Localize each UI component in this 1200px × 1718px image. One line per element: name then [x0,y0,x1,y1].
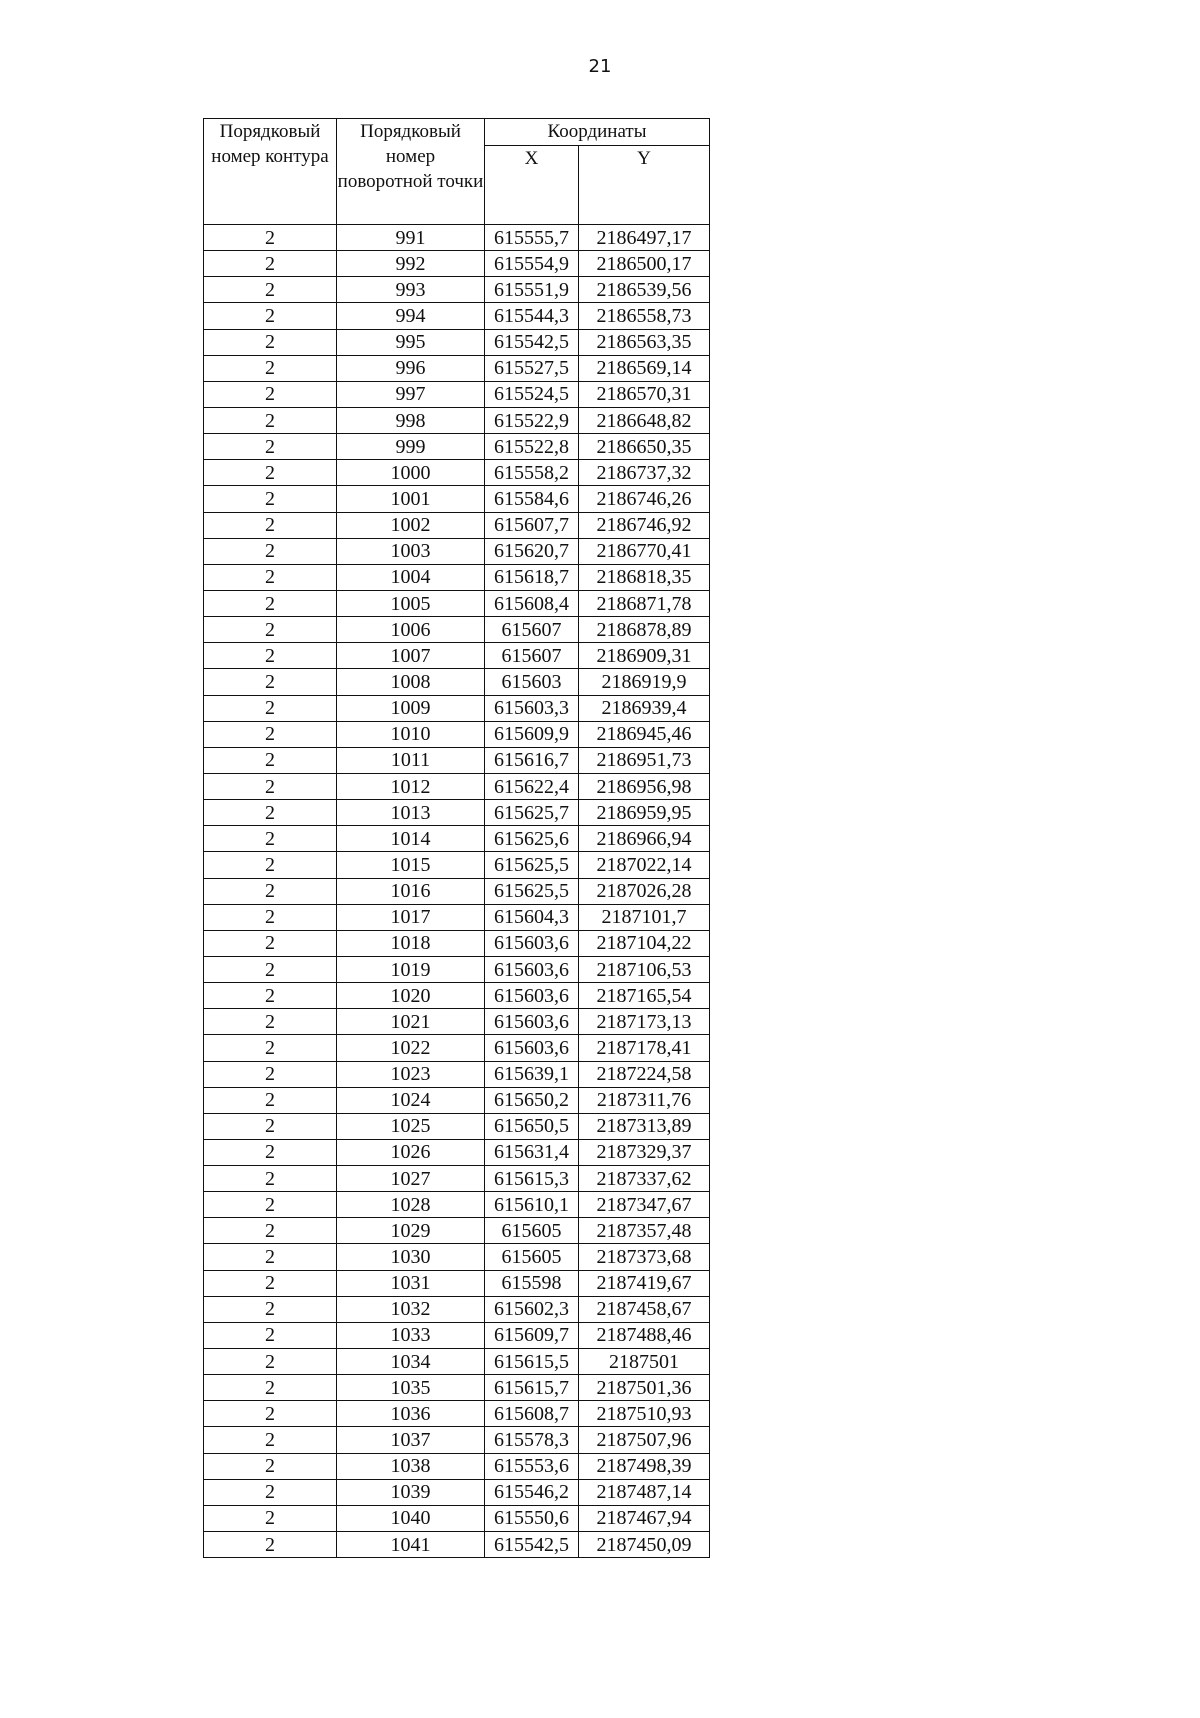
contour-number-cell: 2 [204,904,337,930]
point-number-cell: 1031 [337,1270,485,1296]
contour-number-cell: 2 [204,1296,337,1322]
point-number-cell: 1030 [337,1244,485,1270]
table-row [204,721,710,747]
point-number-cell: 1027 [337,1166,485,1192]
x-coordinate-cell: 615615,3 [485,1166,579,1192]
x-coordinate-cell: 615625,6 [485,826,579,852]
x-coordinate-cell: 615609,7 [485,1322,579,1348]
point-number-cell: 999 [337,434,485,460]
point-number-cell: 1012 [337,773,485,799]
contour-number-cell: 2 [204,1061,337,1087]
contour-number-cell: 2 [204,1087,337,1113]
contour-number-cell: 2 [204,1166,337,1192]
table-row [204,643,710,669]
contour-number-cell: 2 [204,852,337,878]
point-number-cell: 1019 [337,956,485,982]
y-coordinate-cell: 2186945,46 [579,721,710,747]
x-coordinate-cell: 615650,2 [485,1087,579,1113]
table-row [204,460,710,486]
x-coordinate-cell: 615622,4 [485,773,579,799]
y-coordinate-cell: 2187458,67 [579,1296,710,1322]
y-coordinate-cell: 2187373,68 [579,1244,710,1270]
point-number-cell: 1005 [337,590,485,616]
y-coordinate-cell: 2186818,35 [579,564,710,590]
point-number-cell: 1003 [337,538,485,564]
table-row [204,303,710,329]
table-row [204,329,710,355]
table-row [204,617,710,643]
contour-number-cell: 2 [204,407,337,433]
x-coordinate-cell: 615607 [485,617,579,643]
page-number: 21 [588,56,612,77]
x-coordinate-cell: 615608,7 [485,1401,579,1427]
point-number-cell: 994 [337,303,485,329]
point-number-cell: 1010 [337,721,485,747]
y-coordinate-cell: 2187498,39 [579,1453,710,1479]
table-row [204,1532,710,1558]
x-coordinate-cell: 615554,9 [485,251,579,277]
table-row [204,1192,710,1218]
x-coordinate-cell: 615551,9 [485,277,579,303]
table-row [204,512,710,538]
contour-number-cell: 2 [204,1401,337,1427]
x-coordinate-cell: 615609,9 [485,721,579,747]
y-coordinate-cell: 2187173,13 [579,1009,710,1035]
x-coordinate-cell: 615555,7 [485,225,579,251]
contour-number-cell: 2 [204,1270,337,1296]
contour-number-cell: 2 [204,956,337,982]
x-coordinate-cell: 615616,7 [485,747,579,773]
point-number-cell: 1001 [337,486,485,512]
x-coordinate-cell: 615542,5 [485,329,579,355]
x-coordinate-cell: 615618,7 [485,564,579,590]
x-coordinate-cell: 615558,2 [485,460,579,486]
y-coordinate-cell: 2186919,9 [579,669,710,695]
point-number-cell: 1024 [337,1087,485,1113]
x-coordinate-cell: 615603,6 [485,983,579,1009]
y-coordinate-cell: 2187501 [579,1349,710,1375]
point-number-cell: 1011 [337,747,485,773]
table-row [204,434,710,460]
table-row [204,983,710,1009]
point-number-cell: 1028 [337,1192,485,1218]
x-coordinate-cell: 615631,4 [485,1139,579,1165]
contour-number-cell: 2 [204,434,337,460]
y-coordinate-cell: 2186959,95 [579,800,710,826]
y-coordinate-cell: 2186648,82 [579,407,710,433]
point-number-cell: 1021 [337,1009,485,1035]
y-coordinate-cell: 2187510,93 [579,1401,710,1427]
y-coordinate-cell: 2186909,31 [579,643,710,669]
contour-number-cell: 2 [204,277,337,303]
table-row [204,1087,710,1113]
contour-number-cell: 2 [204,303,337,329]
x-coordinate-cell: 615578,3 [485,1427,579,1453]
contour-number-cell: 2 [204,1192,337,1218]
table-body [204,225,710,1558]
point-number-cell: 1017 [337,904,485,930]
point-number-cell: 1041 [337,1532,485,1558]
point-number-cell: 1016 [337,878,485,904]
contour-number-cell: 2 [204,721,337,747]
table-row [204,1139,710,1165]
contour-number-cell: 2 [204,381,337,407]
table-row [204,1479,710,1505]
point-number-cell: 1014 [337,826,485,852]
x-coordinate-cell: 615602,3 [485,1296,579,1322]
y-coordinate-cell: 2186650,35 [579,434,710,460]
point-number-cell: 995 [337,329,485,355]
table-row [204,695,710,721]
y-coordinate-cell: 2187337,62 [579,1166,710,1192]
x-coordinate-cell: 615527,5 [485,355,579,381]
point-number-cell: 1004 [337,564,485,590]
y-coordinate-cell: 2187165,54 [579,983,710,1009]
point-number-cell: 1032 [337,1296,485,1322]
x-coordinate-cell: 615608,4 [485,590,579,616]
x-coordinate-cell: 615610,1 [485,1192,579,1218]
x-coordinate-cell: 615603,6 [485,956,579,982]
table-row [204,1113,710,1139]
x-coordinate-cell: 615625,7 [485,800,579,826]
point-number-cell: 996 [337,355,485,381]
header-x: X [485,146,579,225]
point-number-cell: 1034 [337,1349,485,1375]
table-row [204,1218,710,1244]
table-row [204,1009,710,1035]
table-row [204,1244,710,1270]
table-row [204,381,710,407]
y-coordinate-cell: 2187467,94 [579,1505,710,1531]
y-coordinate-cell: 2186558,73 [579,303,710,329]
point-number-cell: 1038 [337,1453,485,1479]
y-coordinate-cell: 2187488,46 [579,1322,710,1348]
coordinates-table [203,118,710,1558]
table-row [204,1296,710,1322]
contour-number-cell: 2 [204,1218,337,1244]
contour-number-cell: 2 [204,930,337,956]
table-row [204,852,710,878]
x-coordinate-cell: 615607 [485,643,579,669]
x-coordinate-cell: 615625,5 [485,852,579,878]
y-coordinate-cell: 2187347,67 [579,1192,710,1218]
point-number-cell: 1000 [337,460,485,486]
contour-number-cell: 2 [204,695,337,721]
table-row [204,773,710,799]
header-y: Y [579,146,710,225]
x-coordinate-cell: 615603,6 [485,930,579,956]
point-number-cell: 1013 [337,800,485,826]
table-row [204,1427,710,1453]
contour-number-cell: 2 [204,643,337,669]
x-coordinate-cell: 615553,6 [485,1453,579,1479]
contour-number-cell: 2 [204,1453,337,1479]
y-coordinate-cell: 2187419,67 [579,1270,710,1296]
x-coordinate-cell: 615598 [485,1270,579,1296]
x-coordinate-cell: 615615,7 [485,1375,579,1401]
y-coordinate-cell: 2186497,17 [579,225,710,251]
point-number-cell: 1035 [337,1375,485,1401]
y-coordinate-cell: 2186966,94 [579,826,710,852]
table-row [204,486,710,512]
table-row [204,669,710,695]
contour-number-cell: 2 [204,826,337,852]
x-coordinate-cell: 615550,6 [485,1505,579,1531]
contour-number-cell: 2 [204,355,337,381]
table-row [204,1035,710,1061]
contour-number-cell: 2 [204,1009,337,1035]
contour-number-cell: 2 [204,1244,337,1270]
contour-number-cell: 2 [204,1505,337,1531]
y-coordinate-cell: 2187224,58 [579,1061,710,1087]
point-number-cell: 998 [337,407,485,433]
x-coordinate-cell: 615603,3 [485,695,579,721]
y-coordinate-cell: 2186569,14 [579,355,710,381]
table-row [204,1375,710,1401]
x-coordinate-cell: 615615,5 [485,1349,579,1375]
y-coordinate-cell: 2186770,41 [579,538,710,564]
x-coordinate-cell: 615639,1 [485,1061,579,1087]
y-coordinate-cell: 2187022,14 [579,852,710,878]
header-contour-number: Порядковый номер контура [204,119,337,225]
table-row [204,407,710,433]
point-number-cell: 1033 [337,1322,485,1348]
table-row [204,930,710,956]
point-number-cell: 997 [337,381,485,407]
x-coordinate-cell: 615603,6 [485,1035,579,1061]
x-coordinate-cell: 615542,5 [485,1532,579,1558]
point-number-cell: 1029 [337,1218,485,1244]
x-coordinate-cell: 615584,6 [485,486,579,512]
point-number-cell: 1037 [337,1427,485,1453]
y-coordinate-cell: 2187026,28 [579,878,710,904]
point-number-cell: 1009 [337,695,485,721]
x-coordinate-cell: 615603 [485,669,579,695]
x-coordinate-cell: 615604,3 [485,904,579,930]
x-coordinate-cell: 615650,5 [485,1113,579,1139]
y-coordinate-cell: 2186746,92 [579,512,710,538]
y-coordinate-cell: 2186746,26 [579,486,710,512]
y-coordinate-cell: 2186939,4 [579,695,710,721]
x-coordinate-cell: 615546,2 [485,1479,579,1505]
y-coordinate-cell: 2187311,76 [579,1087,710,1113]
point-number-cell: 1008 [337,669,485,695]
table-row [204,1270,710,1296]
contour-number-cell: 2 [204,747,337,773]
x-coordinate-cell: 615603,6 [485,1009,579,1035]
y-coordinate-cell: 2186878,89 [579,617,710,643]
contour-number-cell: 2 [204,564,337,590]
point-number-cell: 993 [337,277,485,303]
contour-number-cell: 2 [204,1113,337,1139]
contour-number-cell: 2 [204,983,337,1009]
x-coordinate-cell: 615620,7 [485,538,579,564]
y-coordinate-cell: 2187313,89 [579,1113,710,1139]
contour-number-cell: 2 [204,329,337,355]
contour-number-cell: 2 [204,1139,337,1165]
y-coordinate-cell: 2187104,22 [579,930,710,956]
table-row [204,538,710,564]
point-number-cell: 1002 [337,512,485,538]
point-number-cell: 1020 [337,983,485,1009]
point-number-cell: 1036 [337,1401,485,1427]
contour-number-cell: 2 [204,1035,337,1061]
y-coordinate-cell: 2187329,37 [579,1139,710,1165]
y-coordinate-cell: 2187357,48 [579,1218,710,1244]
contour-number-cell: 2 [204,460,337,486]
contour-number-cell: 2 [204,1532,337,1558]
x-coordinate-cell: 615605 [485,1218,579,1244]
x-coordinate-cell: 615625,5 [485,878,579,904]
contour-number-cell: 2 [204,1375,337,1401]
y-coordinate-cell: 2186500,17 [579,251,710,277]
point-number-cell: 991 [337,225,485,251]
contour-number-cell: 2 [204,1322,337,1348]
y-coordinate-cell: 2186951,73 [579,747,710,773]
table-row [204,1349,710,1375]
table-row [204,826,710,852]
table-row [204,277,710,303]
point-number-cell: 1026 [337,1139,485,1165]
header-coordinates: Координаты [485,119,710,146]
y-coordinate-cell: 2186563,35 [579,329,710,355]
contour-number-cell: 2 [204,590,337,616]
point-number-cell: 1039 [337,1479,485,1505]
point-number-cell: 992 [337,251,485,277]
x-coordinate-cell: 615544,3 [485,303,579,329]
x-coordinate-cell: 615607,7 [485,512,579,538]
contour-number-cell: 2 [204,251,337,277]
x-coordinate-cell: 615522,8 [485,434,579,460]
table-row [204,355,710,381]
table-row [204,1061,710,1087]
y-coordinate-cell: 2187450,09 [579,1532,710,1558]
point-number-cell: 1018 [337,930,485,956]
table-header [204,119,710,225]
contour-number-cell: 2 [204,1479,337,1505]
y-coordinate-cell: 2187501,36 [579,1375,710,1401]
contour-number-cell: 2 [204,225,337,251]
y-coordinate-cell: 2187106,53 [579,956,710,982]
table-row [204,225,710,251]
contour-number-cell: 2 [204,512,337,538]
x-coordinate-cell: 615605 [485,1244,579,1270]
point-number-cell: 1006 [337,617,485,643]
table-row [204,1401,710,1427]
contour-number-cell: 2 [204,773,337,799]
point-number-cell: 1007 [337,643,485,669]
table-row [204,251,710,277]
point-number-cell: 1022 [337,1035,485,1061]
x-coordinate-cell: 615524,5 [485,381,579,407]
table-row [204,564,710,590]
y-coordinate-cell: 2186737,32 [579,460,710,486]
table-row [204,956,710,982]
table-row [204,878,710,904]
y-coordinate-cell: 2186956,98 [579,773,710,799]
point-number-cell: 1025 [337,1113,485,1139]
y-coordinate-cell: 2187487,14 [579,1479,710,1505]
table-row [204,1453,710,1479]
x-coordinate-cell: 615522,9 [485,407,579,433]
contour-number-cell: 2 [204,617,337,643]
table-row [204,747,710,773]
y-coordinate-cell: 2186871,78 [579,590,710,616]
point-number-cell: 1015 [337,852,485,878]
y-coordinate-cell: 2187178,41 [579,1035,710,1061]
point-number-cell: 1040 [337,1505,485,1531]
table-row [204,1166,710,1192]
point-number-cell: 1023 [337,1061,485,1087]
table-row [204,1505,710,1531]
y-coordinate-cell: 2186539,56 [579,277,710,303]
table-row [204,904,710,930]
header-point-number: Порядковый номер поворотной точки [337,119,485,225]
contour-number-cell: 2 [204,538,337,564]
y-coordinate-cell: 2186570,31 [579,381,710,407]
contour-number-cell: 2 [204,486,337,512]
contour-number-cell: 2 [204,669,337,695]
contour-number-cell: 2 [204,1427,337,1453]
table-row [204,800,710,826]
table-row [204,590,710,616]
contour-number-cell: 2 [204,800,337,826]
table-row [204,1322,710,1348]
y-coordinate-cell: 2187507,96 [579,1427,710,1453]
contour-number-cell: 2 [204,1349,337,1375]
y-coordinate-cell: 2187101,7 [579,904,710,930]
contour-number-cell: 2 [204,878,337,904]
